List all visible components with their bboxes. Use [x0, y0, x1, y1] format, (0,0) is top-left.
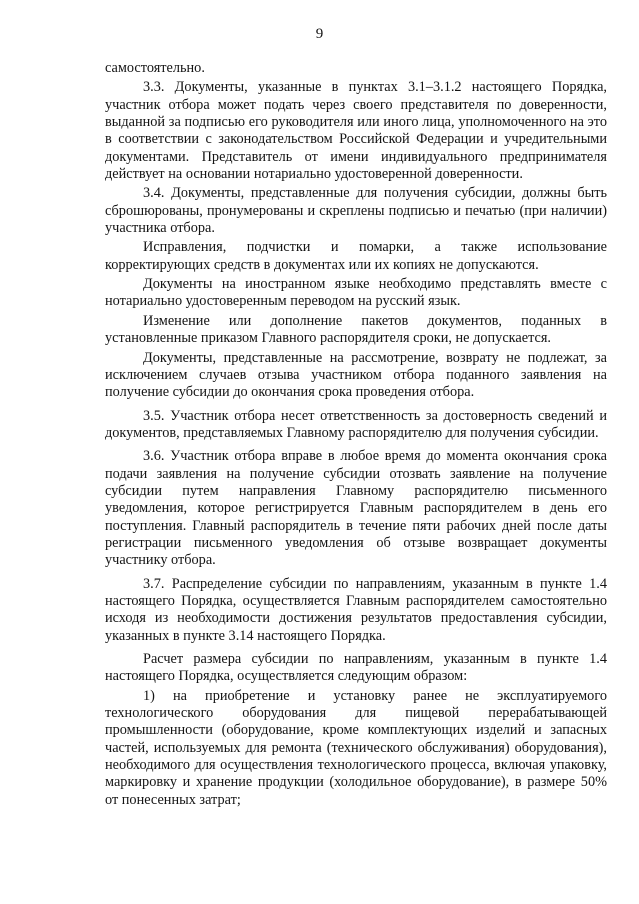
paragraph-item-1: 1) на приобретение и установку ранее не эксплуатируемого технологического оборудования для пищевой перерабатывающей промышленности (оборудование, кроме комплектующих изделий и запасных частей, используемых для ремонта (технического обслуживания) оборудования), необходимого для осуществления технологического процесса, включая упаковку, маркировку и хранение продукции (холодильное оборудование), в размере 50% от понесенных затрат;	[105, 687, 607, 808]
document-body	[105, 60, 607, 811]
paragraph-corrections: Исправления, подчистки и помарки, а также использование корректирующих средств в документах или их копиях не допускаются.	[105, 239, 607, 273]
paragraph-changes: Изменение или дополнение пакетов документов, поданных в установленные приказом Главного распорядителя сроки, не допускается.	[105, 312, 607, 347]
page-number: 9	[315, 26, 324, 42]
paragraph-continuation: самостоятельно.	[105, 60, 205, 76]
paragraph-3-3: 3.3. Документы, указанные в пунктах 3.1–3.1.2 настоящего Порядка, участник отбора может подать через своего представителя по доверенности, выданной за подписью его руководителя или иного лица, уполномоченного на это в соответствии с законодательством Российской Федерации и учредительными документами. Представитель от имени индивидуального предпринимателя действует на основании нотариально удостоверенной доверенности.	[105, 79, 607, 183]
paragraph-3-6: 3.6. Участник отбора вправе в любое время до момента окончания срока подачи заявления на получение субсидии отозвать заявление на получение субсидии путем направления Главному распорядителю письменного уведомления, которое регистрируется Главным распорядителем в день его поступления. Главный распорядитель в течение пяти рабочих дней после даты регистрации письменного уведомления об отзыве возвращает документы участнику отбора.	[105, 448, 607, 569]
paragraph-3-5: 3.5. Участник отбора несет ответственность за достоверность сведений и документов, представляемых Главному распорядителю для получения субсидии.	[105, 407, 607, 441]
paragraph-3-4: 3.4. Документы, представленные для получения субсидии, должны быть сброшюрованы, пронумерованы и скреплены подписью и печатью (при наличии) участника отбора.	[105, 185, 607, 237]
paragraph-3-7: 3.7. Распределение субсидии по направлениям, указанным в пункте 1.4 настоящего Порядка, осуществляется Главным распорядителем самостоятельно исходя из необходимости достижения результатов предоставления субсидии, указанных в пункте 3.14 настоящего Порядка.	[105, 575, 607, 644]
paragraph-no-return: Документы, представленные на рассмотрение, возврату не подлежат, за исключением случаев отзыва участником отбора поданного заявления на получение субсидии до окончания срока проведения отбора.	[105, 349, 607, 401]
paragraph-foreign-language: Документы на иностранном языке необходимо представлять вместе с нотариально удостоверенным переводом на русский язык.	[105, 276, 607, 310]
paragraph-calculation: Расчет размера субсидии по направлениям, указанным в пункте 1.4 настоящего Порядка, осуществляется следующим образом:	[105, 651, 607, 685]
